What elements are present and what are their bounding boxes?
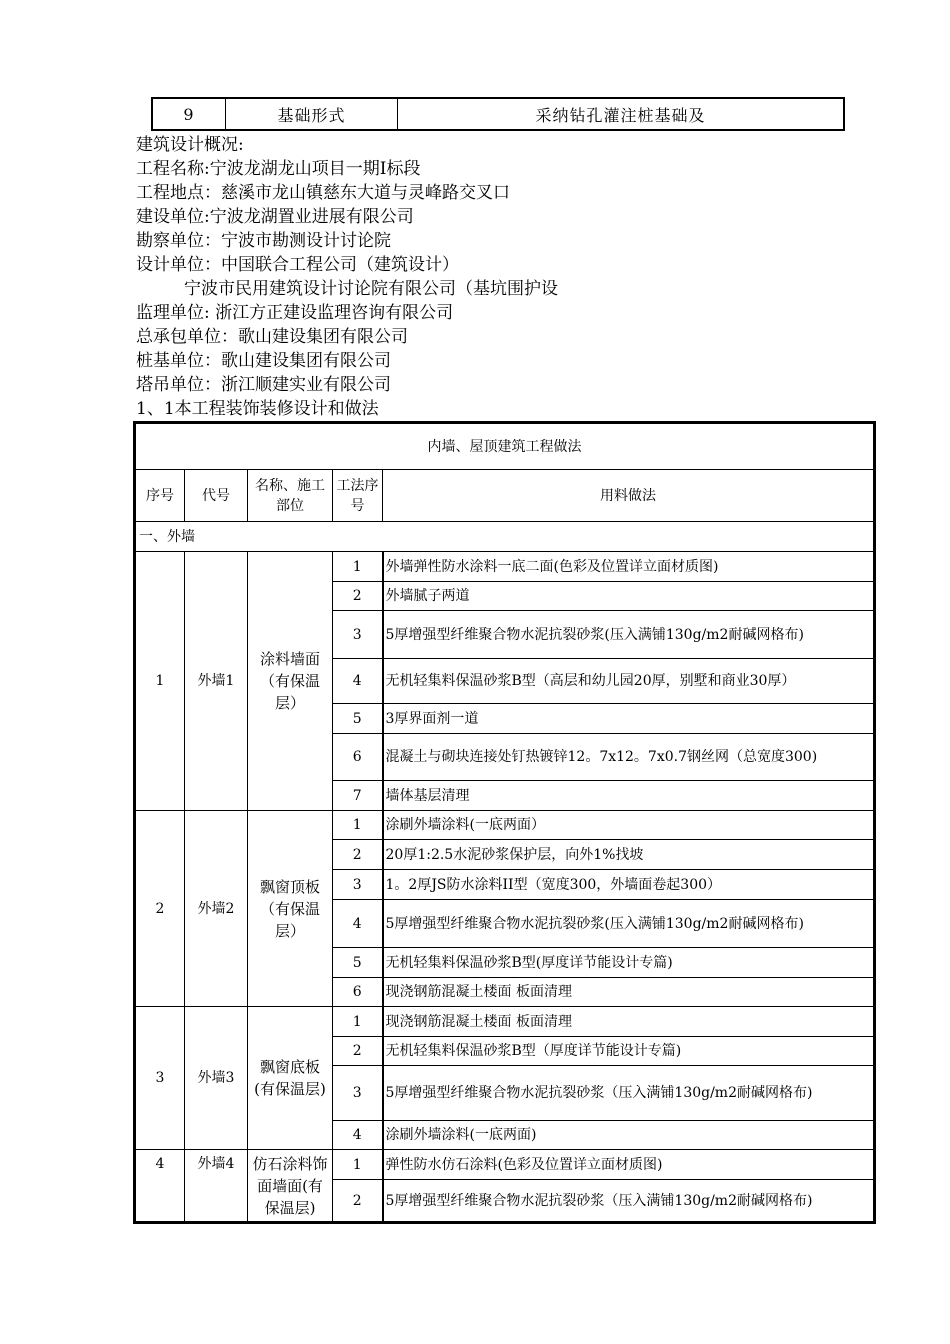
material-cell: 5厚增强型纤维聚合物水泥抗裂砂浆(压入满铺130g/m2耐碱网格布) <box>383 900 875 948</box>
step-cell: 1 <box>333 1007 383 1037</box>
step-cell: 3 <box>333 870 383 900</box>
step-cell: 2 <box>333 582 383 611</box>
material-cell: 现浇钢筋混凝土楼面 板面清理 <box>383 978 875 1007</box>
overview-line: 总承包单位：歌山建设集团有限公司 <box>136 327 408 347</box>
material-cell: 无机轻集料保温砂浆B型(厚度详节能设计专篇) <box>383 948 875 978</box>
header-step: 工法序号 <box>333 470 383 522</box>
row-number: 9 <box>153 99 226 129</box>
header-code: 代号 <box>185 470 248 522</box>
material-cell: 20厚1:2.5水泥砂浆保护层，向外1%找坡 <box>383 840 875 870</box>
name-cell: 仿石涂料饰面墙面(有保温层) <box>248 1150 333 1223</box>
step-cell: 6 <box>333 978 383 1007</box>
code-cell: 外墙1 <box>185 552 248 811</box>
step-cell: 2 <box>333 1037 383 1066</box>
seq-cell: 3 <box>135 1007 185 1150</box>
table-row <box>135 811 875 840</box>
overview-line: 工程名称:宁波龙湖龙山项目一期Ⅰ标段 <box>136 159 421 179</box>
row-label: 基础形式 <box>226 99 398 129</box>
header-name: 名称、施工部位 <box>248 470 333 522</box>
material-cell: 无机轻集料保温砂浆B型（高层和幼儿园20厚，别墅和商业30厚） <box>383 659 875 704</box>
material-cell: 无机轻集料保温砂浆B型（厚度详节能设计专篇) <box>383 1037 875 1066</box>
overview-line: 塔吊单位：浙江顺建实业有限公司 <box>136 375 391 395</box>
material-cell: 弹性防水仿石涂料(色彩及位置详立面材质图) <box>383 1150 875 1180</box>
step-cell: 2 <box>333 1180 383 1223</box>
project-overview <box>136 133 896 421</box>
material-cell: 涂刷外墙涂料(一底两面) <box>383 1121 875 1150</box>
code-cell: 外墙3 <box>185 1007 248 1150</box>
code-cell: 外墙2 <box>185 811 248 1007</box>
overview-line: 设计单位：中国联合工程公司（建筑设计） <box>136 255 459 275</box>
material-cell: 外墙腻子两道 <box>383 582 875 611</box>
step-cell: 5 <box>333 948 383 978</box>
material-cell: 5厚增强型纤维聚合物水泥抗裂砂浆（压入满铺130g/m2耐碱网格布) <box>383 1180 875 1223</box>
seq-cell: 1 <box>135 552 185 811</box>
step-cell: 5 <box>333 704 383 734</box>
code-cell: 外墙4 <box>185 1150 248 1223</box>
material-cell: 1。2厚JS防水涂料II型（宽度300，外墙面卷起300） <box>383 870 875 900</box>
material-cell: 3厚界面剂一道 <box>383 704 875 734</box>
table-header-row <box>135 470 875 522</box>
step-cell: 6 <box>333 734 383 781</box>
overview-line: 桩基单位：歌山建设集团有限公司 <box>136 351 391 371</box>
section-heading: 1、1本工程装饰装修设计和做法 <box>136 399 379 419</box>
step-cell: 4 <box>333 659 383 704</box>
row-value: 采纳钻孔灌注桩基础及 <box>535 105 706 125</box>
table-row <box>135 552 875 582</box>
overview-line: 宁波市民用建筑设计讨论院有限公司（基坑围护设 <box>184 279 558 299</box>
overview-heading: 建筑设计概况: <box>136 135 244 155</box>
table-caption: 内墙、屋顶建筑工程做法 <box>135 423 875 470</box>
step-cell: 3 <box>333 611 383 659</box>
step-cell: 1 <box>333 552 383 582</box>
material-cell: 外墙弹性防水涂料一底二面(色彩及位置详立面材质图) <box>383 552 875 582</box>
overview-line: 工程地点：慈溪市龙山镇慈东大道与灵峰路交叉口 <box>136 183 510 203</box>
material-cell: 墙体基层清理 <box>383 781 875 811</box>
overview-line: 勘察单位：宁波市勘测设计讨论院 <box>136 231 391 251</box>
name-cell: 飘窗顶板（有保温层） <box>248 811 333 1007</box>
seq-cell: 4 <box>135 1150 185 1223</box>
overview-line: 监理单位: 浙江方正建设监理咨询有限公司 <box>136 303 454 323</box>
step-cell: 1 <box>333 811 383 840</box>
name-cell: 飘窗底板(有保温层) <box>248 1007 333 1150</box>
step-cell: 4 <box>333 900 383 948</box>
material-cell: 混凝土与砌块连接处钉热镀锌12。7x12。7x0.7钢丝网（总宽度300) <box>383 734 875 781</box>
name-cell: 涂料墙面（有保温层） <box>248 552 333 811</box>
step-cell: 3 <box>333 1066 383 1121</box>
seq-cell: 2 <box>135 811 185 1007</box>
table-row <box>135 1007 875 1037</box>
section-label: 一、外墙 <box>135 522 875 552</box>
material-cell: 5厚增强型纤维聚合物水泥抗裂砂浆(压入满铺130g/m2耐碱网格布) <box>383 611 875 659</box>
material-cell: 现浇钢筋混凝土楼面 板面清理 <box>383 1007 875 1037</box>
header-seq: 序号 <box>135 470 185 522</box>
step-cell: 2 <box>333 840 383 870</box>
foundation-row <box>151 97 845 131</box>
header-material: 用料做法 <box>383 470 875 522</box>
construction-method-table <box>133 421 876 1224</box>
step-cell: 7 <box>333 781 383 811</box>
overview-line: 建设单位:宁波龙湖置业进展有限公司 <box>136 207 414 227</box>
step-cell: 4 <box>333 1121 383 1150</box>
table-row <box>135 1150 875 1180</box>
material-cell: 5厚增强型纤维聚合物水泥抗裂砂浆（压入满铺130g/m2耐碱网格布) <box>383 1066 875 1121</box>
step-cell: 1 <box>333 1150 383 1180</box>
material-cell: 涂刷外墙涂料(一底两面） <box>383 811 875 840</box>
